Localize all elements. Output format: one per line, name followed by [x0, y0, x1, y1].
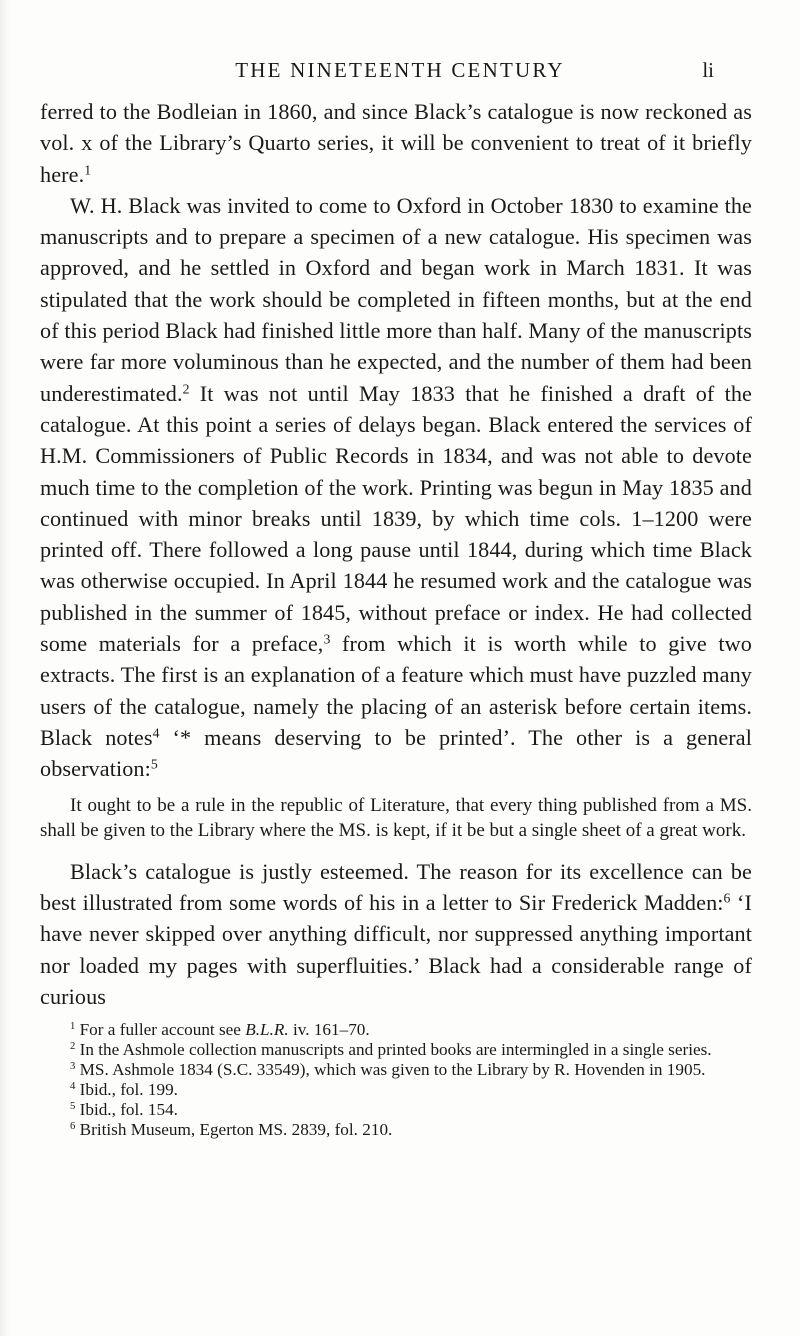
- paragraph-1: [40, 96, 752, 190]
- gutter-shadow: [0, 0, 10, 1336]
- footnote-text: Ibid., fol. 199.: [79, 1080, 178, 1100]
- running-head: [0, 58, 800, 90]
- block-quote: It ought to be a rule in the republic of Literature, that every thing published from a MS. shall be given to the Library where the MS. is kept, if it be but a single sheet of a great work.: [40, 794, 752, 842]
- footnote-1: [40, 1020, 752, 1040]
- page-number: li: [702, 58, 714, 82]
- paragraph-3-part-2: ‘I have never skipped over anything difficult, nor suppressed anything important nor loaded my pages with superfluities.’ Black had a considerable range of curious: [40, 890, 753, 1009]
- footnote-number: 6: [70, 1121, 76, 1133]
- note-ref-5: 5: [150, 756, 158, 772]
- note-ref-3: 3: [323, 631, 331, 647]
- footnote-number: 4: [70, 1081, 76, 1093]
- footnote-text: British Museum, Egerton MS. 2839, fol. 210.: [79, 1120, 393, 1140]
- footnote-text: For a fuller account see: [79, 1020, 246, 1040]
- footnotes: [40, 1020, 752, 1140]
- paragraph-3: [40, 856, 752, 1012]
- footnote-number: 1: [70, 1021, 76, 1033]
- paragraph-3-part-1: Black’s catalogue is justly esteemed. The reason for its excellence can be best illustrated from some words of his in a letter to Sir Frederick Madden:: [40, 858, 752, 916]
- footnote-text: In the Ashmole collection manuscripts and printed books are intermingled in a single series.: [79, 1040, 712, 1060]
- paragraph-2-part-3: from which it is worth while to give two extracts. The first is an explanation of a feature which must have puzzled many users of the catalogue, namely the placing of an asterisk before certain items. Black notes: [40, 631, 752, 750]
- footnote-text: Ibid., fol. 154.: [79, 1100, 178, 1120]
- note-ref-4: 4: [152, 725, 160, 741]
- footnote-text: iv. 161–70.: [288, 1020, 370, 1040]
- note-ref-6: 6: [723, 890, 731, 906]
- footnote-number: 2: [70, 1041, 76, 1053]
- paragraph-2: [40, 190, 752, 785]
- footnote-number: 5: [70, 1101, 76, 1113]
- footnote-number: 3: [70, 1061, 76, 1073]
- footnote-text: MS. Ashmole 1834 (S.C. 33549), which was given to the Library by R. Hovenden in 1905.: [79, 1060, 706, 1080]
- running-title: THE NINETEENTH CENTURY: [235, 58, 565, 82]
- note-ref-1: 1: [84, 162, 92, 178]
- footnote-3: [40, 1060, 752, 1080]
- footnote-5: [40, 1100, 752, 1120]
- paragraph-2-part-1: W. H. Black was invited to come to Oxford in October 1830 to examine the manuscripts and to prepare a specimen of a new catalogue. His specimen was approved, and he settled in Oxford and began work in March 1831. It was stipulated that the work should be completed in fifteen months, but at the end of this period Black had finished little more than half. Many of the manuscripts were far more voluminous than he expected, and the number of them had been underestimated.: [40, 192, 752, 406]
- footnote-6: [40, 1120, 752, 1140]
- page-body: [40, 96, 752, 1140]
- footnote-2: [40, 1040, 752, 1060]
- footnote-journal: B.L.R.: [245, 1020, 289, 1040]
- note-ref-2: 2: [182, 381, 190, 397]
- paragraph-2-part-4: ‘* means deserving to be printed’. The other is a general observation:: [40, 724, 752, 782]
- footnote-4: [40, 1080, 752, 1100]
- paragraph-1-text: ferred to the Bodleian in 1860, and since Black’s catalogue is now reckoned as vol. x of the Library’s Quarto series, it will be convenient to treat of it briefly here.: [40, 99, 752, 187]
- paragraph-2-part-2: It was not until May 1833 that he finished a draft of the catalogue. At this point a series of delays began. Black entered the services of H.M. Commissioners of Public Records in 1834, and was not able to devote much time to the completion of the work. Printing was begun in May 1835 and continued with minor breaks until 1839, by which time cols. 1–1200 were printed off. There followed a long pause until 1844, during which time Black was otherwise occupied. In April 1844 he resumed work and the catalogue was published in the summer of 1845, without preface or index. He had collected some materials for a preface,: [40, 380, 752, 657]
